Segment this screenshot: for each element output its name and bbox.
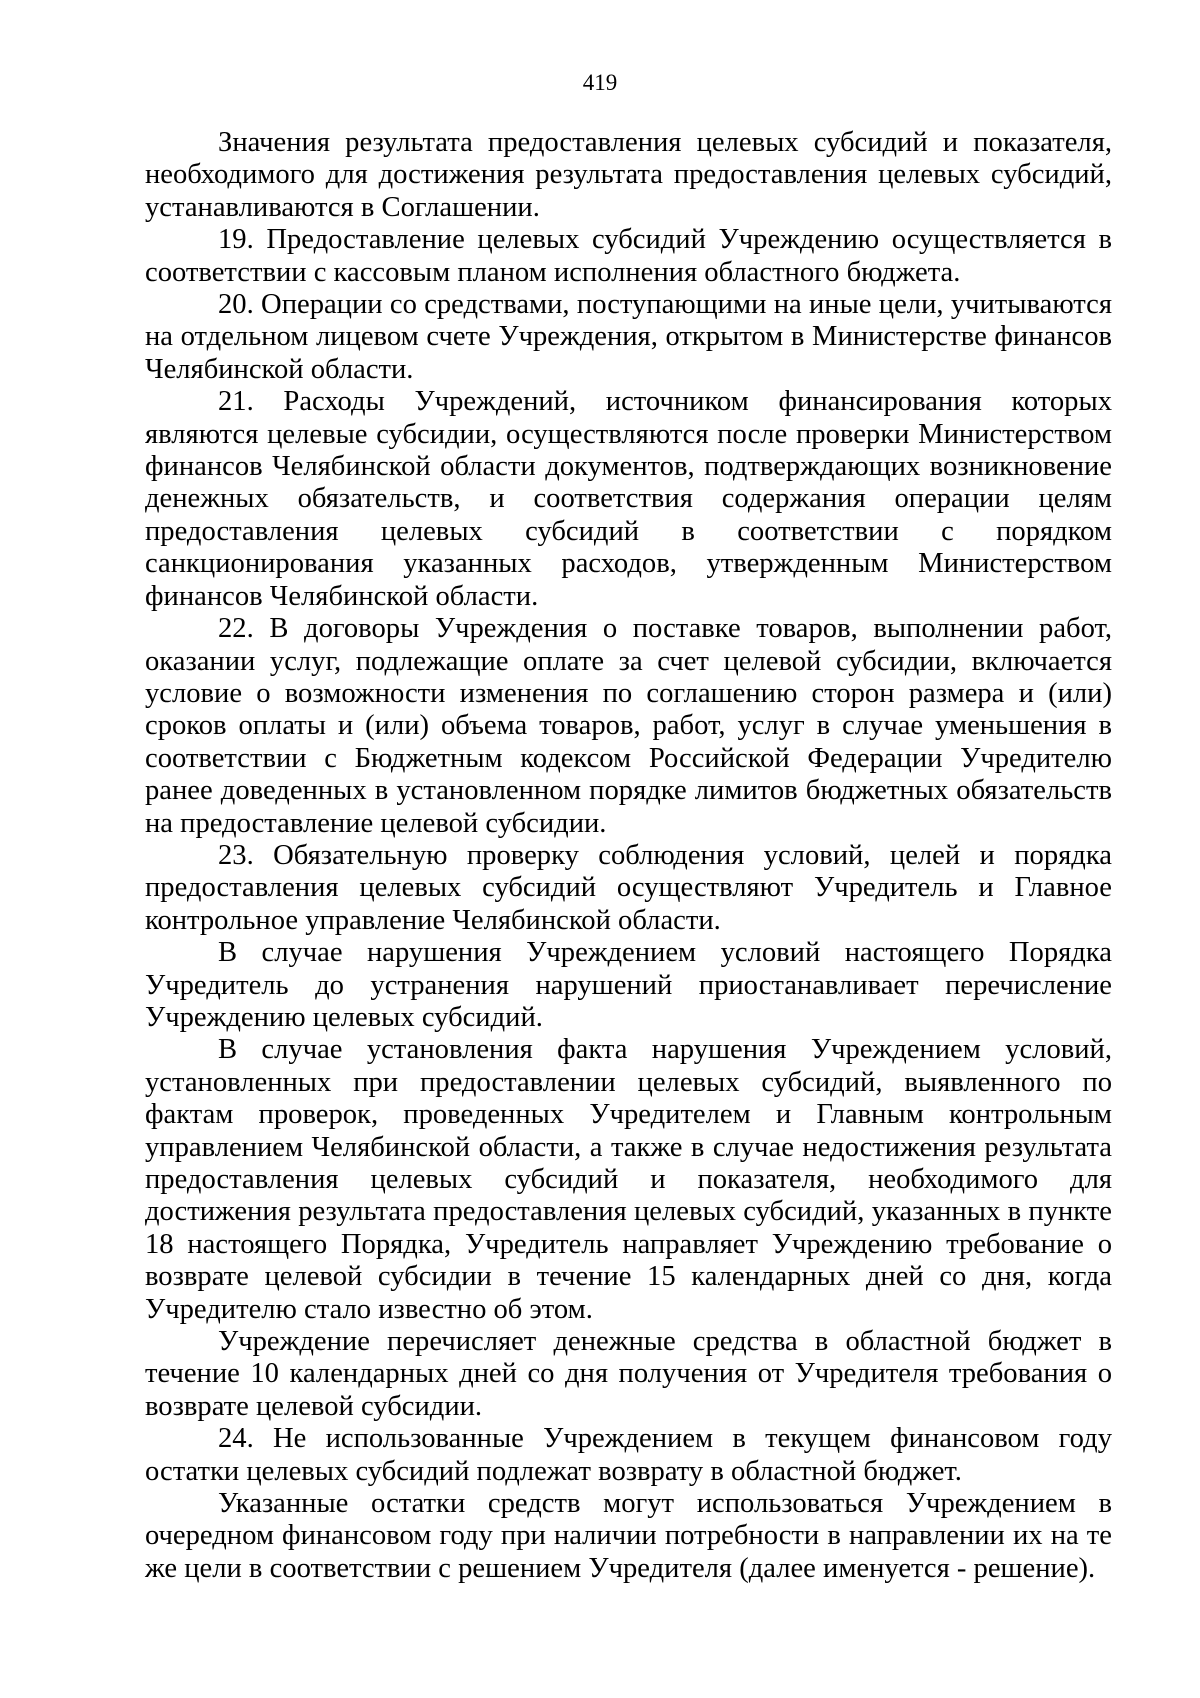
paragraph-remaining-funds: Указанные остатки средств могут использоваться Учреждением в очередном финансовом году при наличии потребности в направлении их на те же цели в соответствии с решением Учредителя (далее именуется - решение). [145, 1488, 1112, 1584]
paragraph-item-19: 19. Предоставление целевых субсидий Учреждению осуществляется в соответствии с кассовым планом исполнения областного бюджета. [145, 224, 1112, 288]
paragraph-item-24: 24. Не использованные Учреждением в текущем финансовом году остатки целевых субсидий подлежат возврату в областной бюджет. [145, 1423, 1112, 1487]
paragraph-violation-suspension: В случае нарушения Учреждением условий настоящего Порядка Учредитель до устранения нарушений приостанавливает перечисление Учреждению целевых субсидий. [145, 937, 1112, 1033]
document-body [145, 127, 1112, 1585]
paragraph-item-20: 20. Операции со средствами, поступающими на иные цели, учитываются на отдельном лицевом счете Учреждения, открытом в Министерстве финансов Челябинской области. [145, 289, 1112, 385]
paragraph-item-21: 21. Расходы Учреждений, источником финансирования которых являются целевые субсидии, осуществляются после проверки Министерством финансов Челябинской области документов, подтверждающих возникновение денежных обязательств, и соответствия содержания операции целям предоставления целевых субсидий в соответствии с порядком санкционирования указанных расходов, утвержденным Министерством финансов Челябинской области. [145, 386, 1112, 612]
paragraph-results-values: Значения результата предоставления целевых субсидий и показателя, необходимого для достижения результата предоставления целевых субсидий, устанавливаются в Соглашении. [145, 127, 1112, 223]
page-number: 419 [582, 70, 618, 95]
paragraph-violation-return-demand: В случае установления факта нарушения Учреждением условий, установленных при предоставлении целевых субсидий, выявленного по фактам проверок, проведенных Учредителем и Главным контрольным управлением Челябинской области, а также в случае недостижения результата предоставления целевых субсидий и показателя, необходимого для достижения результата предоставления целевых субсидий, указанных в пункте 18 настоящего Порядка, Учредитель направляет Учреждению требование о возврате целевой субсидии в течение 15 календарных дней со дня, когда Учредителю стало известно об этом. [145, 1034, 1112, 1325]
paragraph-item-22: 22. В договоры Учреждения о поставке товаров, выполнении работ, оказании услуг, подлежащие оплате за счет целевой субсидии, включается условие о возможности изменения по соглашению сторон размера и (или) сроков оплаты и (или) объема товаров, работ, услуг в случае уменьшения в соответствии с Бюджетным кодексом Российской Федерации Учредителю ранее доведенных в установленном порядке лимитов бюджетных обязательств на предоставление целевой субсидии. [145, 613, 1112, 839]
paragraph-item-23: 23. Обязательную проверку соблюдения условий, целей и порядка предоставления целевых субсидий осуществляют Учредитель и Главное контрольное управление Челябинской области. [145, 839, 1112, 936]
paragraph-funds-transfer: Учреждение перечисляет денежные средства в областной бюджет в течение 10 календарных дней со дня получения от Учредителя требования о возврате целевой субсидии. [145, 1326, 1112, 1422]
